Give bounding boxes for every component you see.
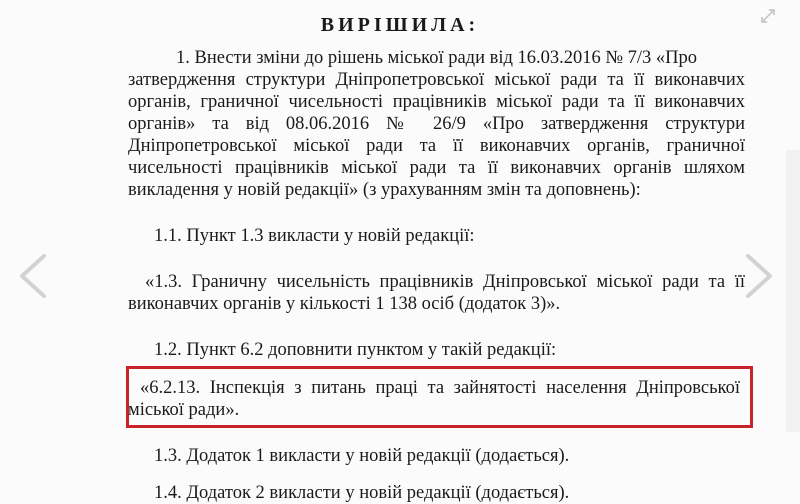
text-line-15: 1.4. Додаток 2 викласти у новій редакції (додається). [154, 483, 570, 503]
text-line-9: «1.3. Граничну чисельність працівників Дніпровської міської ради та її [145, 272, 745, 292]
text-line-8: 1.1. Пункт 1.3 викласти у новій редакції: [154, 226, 475, 246]
chevron-right-icon[interactable] [742, 252, 778, 300]
text-line-10: виконавчих органів у кількості 1 138 осіб (додаток 3)». [128, 294, 561, 314]
next-page-edge [786, 150, 800, 432]
text-line-4: органів» та від 08.06.2016 № 26/9 «Про затвердження структури [128, 114, 745, 134]
text-line-13: міської ради». [128, 400, 240, 420]
text-line-1: 1. Внести зміни до рішень міської ради від 16.03.2016 № 7/3 «Про [176, 48, 698, 68]
text-line-11: 1.2. Пункт 6.2 доповнити пунктом у такій редакції: [154, 340, 557, 360]
text-line-7: викладення у новій редакції» (з урахуванням змін та доповнень): [128, 180, 641, 200]
text-line-2: затвердження структури Дніпропетровської міської ради та її виконавчих [128, 70, 745, 90]
text-line-6: чисельності працівників міської ради та її виконавчих органів шляхом [128, 158, 745, 178]
text-line-12: «6.2.13. Інспекція з питань праці та зайнятості населення Дніпровської [140, 378, 740, 398]
document-heading: ВИРІШИЛА: [320, 14, 480, 36]
text-line-14: 1.3. Додаток 1 викласти у новій редакції (додається). [154, 446, 570, 466]
chevron-left-icon[interactable] [14, 252, 50, 300]
expand-icon[interactable] [760, 8, 776, 24]
text-line-5: Дніпропетровської міської ради та її виконавчих органів, граничної [128, 136, 745, 156]
text-line-3: органів, граничної чисельності працівників міської ради та її виконавчих [128, 92, 745, 112]
